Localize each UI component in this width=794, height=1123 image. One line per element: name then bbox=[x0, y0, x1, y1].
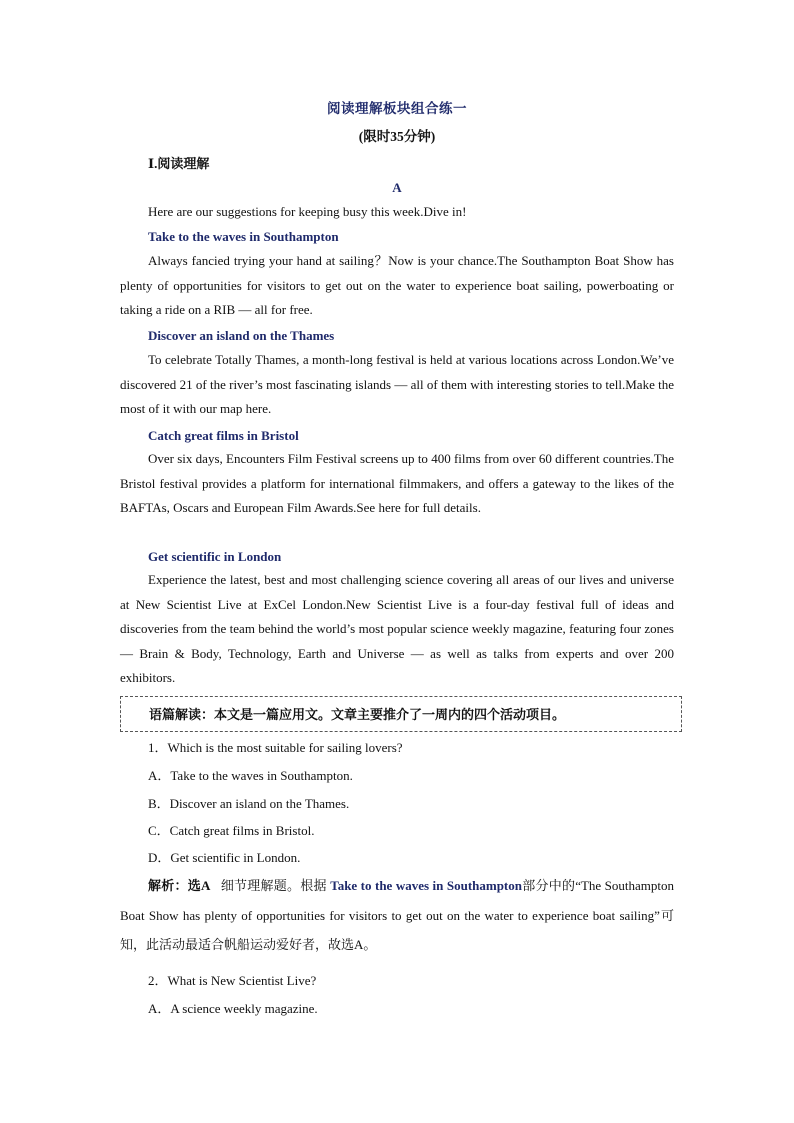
option-c: C．Catch great films in Bristol. bbox=[148, 823, 315, 838]
analysis-rest: 部分中的“The Southampton Boat Show has plenty of opportunities for visitors to get out on the water to experience boat sailing”可知，此活动最适合帆船运动爱好者，故选A。 bbox=[120, 878, 674, 952]
question-stem: 1．Which is the most suitable for sailing lovers? bbox=[148, 740, 403, 755]
page-title: 阅读理解板块组合练一 bbox=[327, 101, 467, 116]
option-b: B．Discover an island on the Thames. bbox=[148, 796, 350, 811]
intro-paragraph: Here are our suggestions for keeping busy this week.Dive in! bbox=[148, 204, 467, 219]
question-stem: 2．What is New Scientist Live? bbox=[148, 973, 317, 988]
option-a: A．A science weekly magazine. bbox=[148, 1001, 318, 1016]
analysis-label: 解析：选A bbox=[148, 878, 211, 893]
analysis-paragraph bbox=[120, 871, 674, 960]
reading-note: 语篇解读：本文是一篇应用文。文章主要推介了一周内的四个活动项目。 bbox=[149, 707, 566, 722]
passage-letter: A bbox=[392, 180, 402, 195]
article-body: Experience the latest, best and most challenging science covering all areas of our lives and universe at New Scientist Live at ExCel London.New Scientist Live is a four-day festival full of ideas and discoveries from the team behind the world’s most popular science weekly magazine, featuring four zones — Brain & Body, Technology, Earth and Universe — as well as talks from experts and over 200 exhibitors. bbox=[120, 572, 674, 686]
option-d: D．Get scientific in London. bbox=[148, 850, 301, 865]
option-a: A．Take to the waves in Southampton. bbox=[148, 768, 353, 783]
article-body: Over six days, Encounters Film Festival screens up to 400 films from over 60 different countries.The Bristol festival provides a platform for international filmmakers, and offers a gateway to the likes of the BAFTAs, Oscars and European Film Awards.See here for full details. bbox=[120, 451, 674, 516]
time-limit: (限时35分钟) bbox=[358, 129, 436, 144]
article-heading: Discover an island on the Thames bbox=[148, 328, 335, 343]
reading-note-box bbox=[120, 696, 682, 732]
article-heading: Catch great films in Bristol bbox=[148, 428, 299, 443]
section-label: Ⅰ.阅读理解 bbox=[148, 156, 210, 171]
article-heading: Take to the waves in Southampton bbox=[148, 229, 339, 244]
article-body: To celebrate Totally Thames, a month-long festival is held at various locations across London.We’ve discovered 21 of the river’s most fascinating islands — all of them with interesting stories to tell.Make the most of it with our map here. bbox=[120, 352, 674, 417]
analysis-type: 细节理解题。根据 bbox=[220, 878, 327, 893]
analysis-reference: Take to the waves in Southampton bbox=[330, 878, 522, 893]
article-body: Always fancied trying your hand at sailing？Now is your chance.The Southampton Boat Show has plenty of opportunities for visitors to get out on the water to experience boat sailing, powerboating or taking a ride on a RIB — all for free. bbox=[120, 253, 674, 318]
article-heading: Get scientific in London bbox=[148, 549, 282, 564]
